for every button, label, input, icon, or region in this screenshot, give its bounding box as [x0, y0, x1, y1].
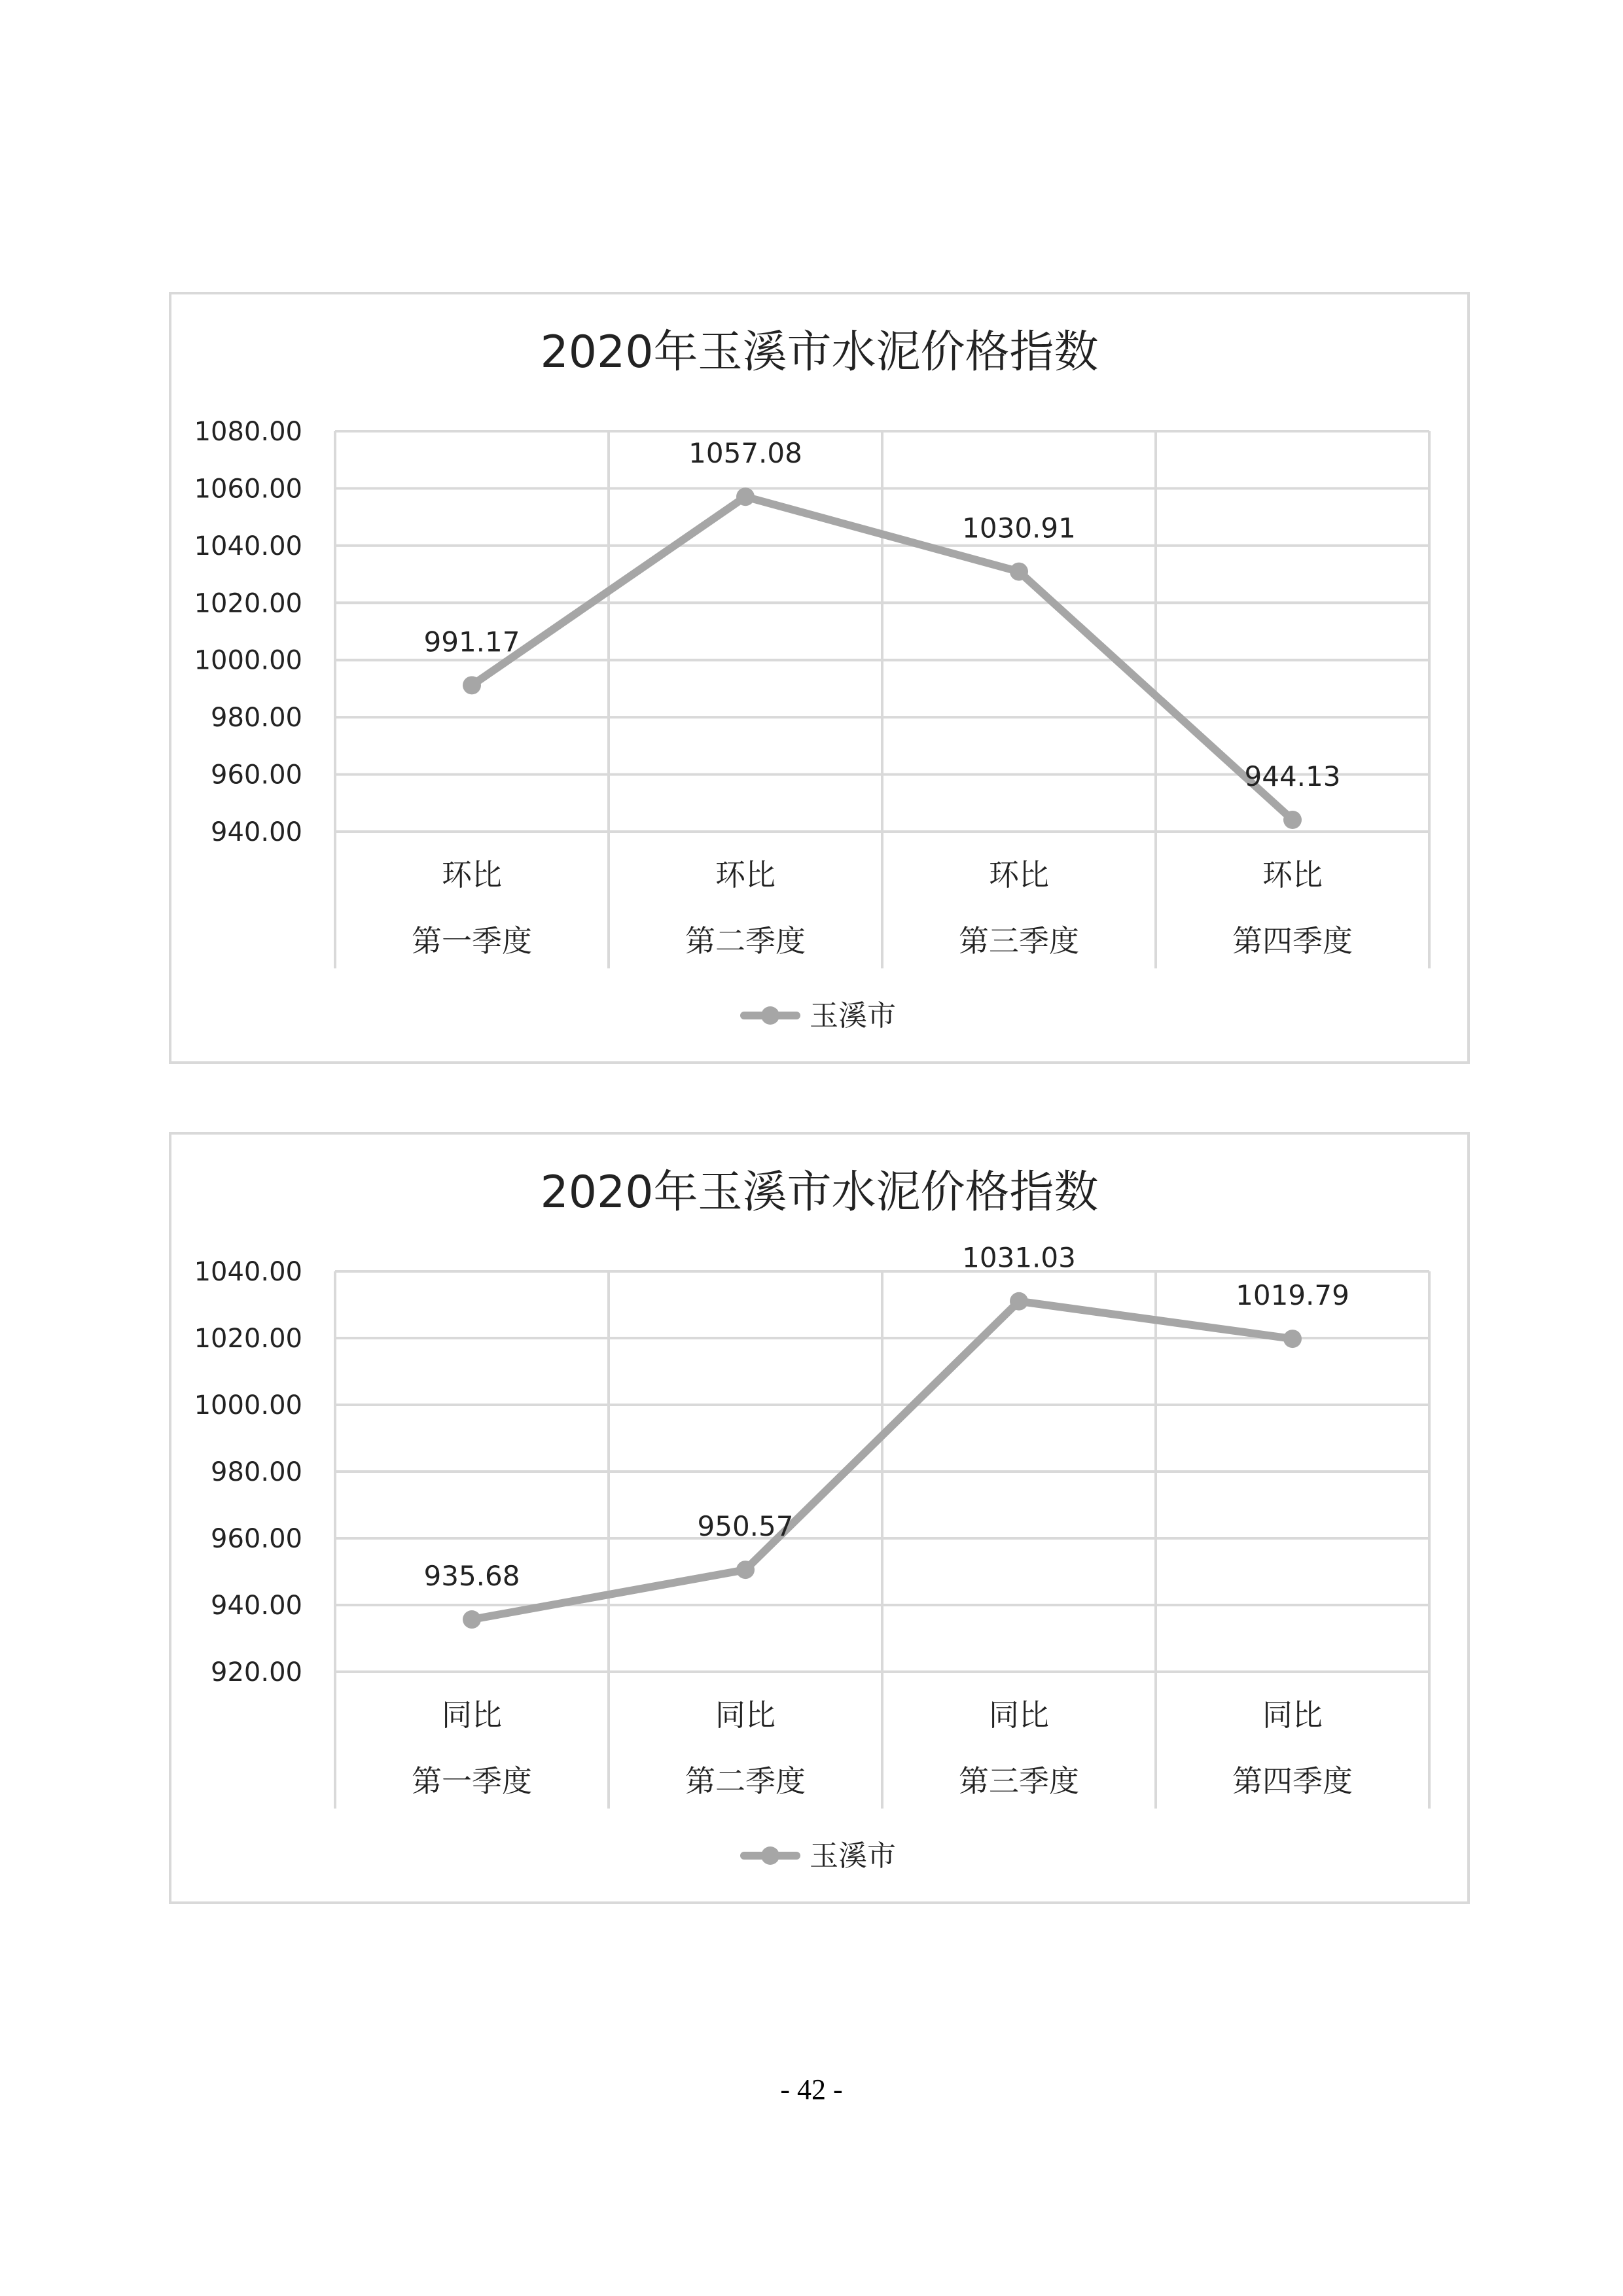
x-category-label-top: 环比	[989, 857, 1049, 892]
chart-1-frame	[169, 292, 1470, 1064]
chart-1	[171, 294, 1467, 1061]
y-tick-label: 1000.00	[194, 645, 302, 676]
y-tick-label: 940.00	[211, 1591, 302, 1621]
y-tick-label: 1040.00	[194, 531, 302, 561]
data-point	[463, 676, 481, 694]
x-category-label-bottom: 第三季度	[959, 1763, 1079, 1799]
y-tick-label: 1080.00	[194, 417, 302, 447]
data-label: 991.17	[423, 626, 520, 658]
data-point	[736, 1561, 755, 1579]
legend-label: 玉溪市	[810, 1839, 896, 1873]
data-label: 944.13	[1244, 760, 1341, 792]
y-tick-label: 1040.00	[194, 1257, 302, 1287]
y-tick-label: 1060.00	[194, 474, 302, 504]
y-tick-label: 960.00	[211, 760, 302, 790]
data-point	[463, 1610, 481, 1629]
x-category-label-top: 同比	[715, 1697, 776, 1733]
y-tick-label: 1020.00	[194, 588, 302, 619]
data-label: 1031.03	[962, 1241, 1076, 1274]
y-tick-label: 980.00	[211, 1457, 302, 1487]
y-tick-label: 960.00	[211, 1524, 302, 1554]
x-category-label-top: 环比	[442, 857, 502, 892]
data-point	[736, 487, 755, 506]
data-point	[1283, 1330, 1302, 1348]
y-tick-label: 1020.00	[194, 1324, 302, 1354]
legend-marker	[761, 1846, 779, 1865]
x-category-label-top: 环比	[1262, 857, 1323, 892]
x-category-label-bottom: 第四季度	[1232, 923, 1353, 959]
x-category-label-bottom: 第三季度	[959, 923, 1079, 959]
chart-title: 2020年玉溪市水泥价格指数	[540, 327, 1099, 378]
x-category-label-bottom: 第二季度	[685, 923, 806, 959]
y-tick-label: 1000.00	[194, 1390, 302, 1421]
data-point	[1283, 811, 1302, 829]
data-label: 935.68	[423, 1560, 520, 1593]
x-category-label-bottom: 第一季度	[412, 923, 532, 959]
chart-2	[171, 1135, 1467, 1901]
chart-2-frame	[169, 1132, 1470, 1904]
chart-title: 2020年玉溪市水泥价格指数	[540, 1167, 1099, 1218]
legend-marker	[761, 1006, 779, 1025]
x-category-label-top: 同比	[442, 1697, 502, 1733]
data-point	[1010, 563, 1028, 581]
y-tick-label: 920.00	[211, 1657, 302, 1687]
x-category-label-top: 环比	[715, 857, 776, 892]
x-category-label-bottom: 第四季度	[1232, 1763, 1353, 1799]
page-number: - 42 -	[780, 2074, 843, 2106]
data-point	[1010, 1292, 1028, 1311]
data-label: 1019.79	[1236, 1279, 1349, 1312]
x-category-label-top: 同比	[989, 1697, 1049, 1733]
data-label: 1030.91	[962, 512, 1076, 544]
y-tick-label: 940.00	[211, 817, 302, 847]
data-label: 950.57	[697, 1510, 794, 1543]
x-category-label-bottom: 第一季度	[412, 1763, 532, 1799]
x-category-label-top: 同比	[1262, 1697, 1323, 1733]
legend-label: 玉溪市	[810, 999, 896, 1033]
y-tick-label: 980.00	[211, 703, 302, 733]
data-label: 1057.08	[688, 437, 802, 470]
x-category-label-bottom: 第二季度	[685, 1763, 806, 1799]
